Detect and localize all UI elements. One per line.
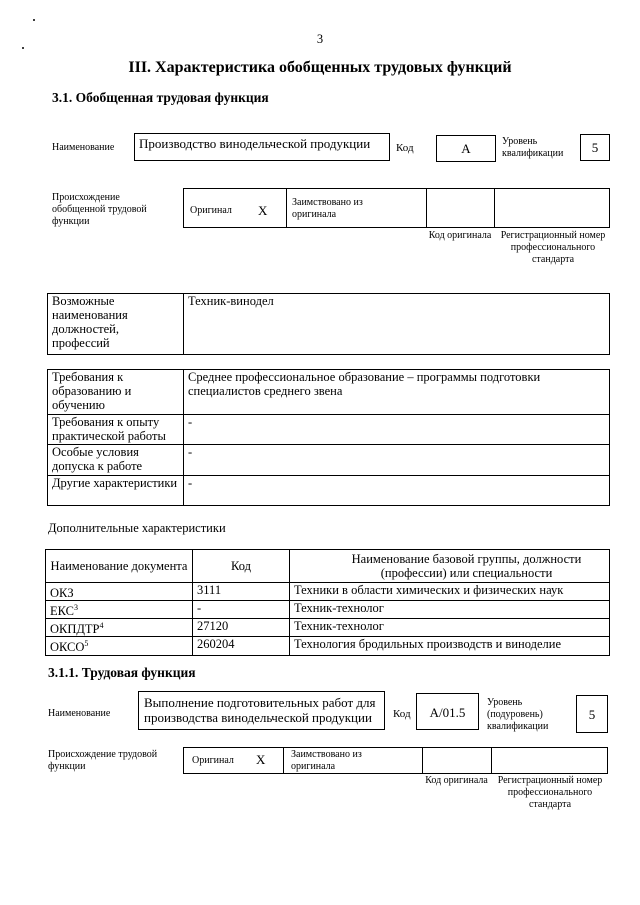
scan-speck <box>33 19 35 21</box>
code-cell: 260204 <box>193 637 290 655</box>
gtf-code-label: Код <box>396 142 414 154</box>
gtf-code-field <box>436 135 496 162</box>
doc-name: ЕКС <box>50 604 74 619</box>
tf-code-label: Код <box>393 708 411 720</box>
tf-code-value: А/01.5 <box>429 705 466 720</box>
table-row <box>46 601 610 619</box>
requirement-row <box>48 415 610 445</box>
tf-origin-label: Происхождение трудовой функции <box>48 749 158 772</box>
doc-cell <box>46 583 193 601</box>
tf-original-label: Оригинал <box>192 755 234 766</box>
tf-origin-divider <box>491 747 492 773</box>
tf-original-mark: Х <box>256 752 266 767</box>
gtf-name-value: Производство винодельческой продукции <box>139 136 371 151</box>
code-cell: - <box>193 601 290 619</box>
additional-heading: Дополнительные характеристики <box>48 521 226 535</box>
gtf-level-value: 5 <box>591 140 599 155</box>
gtf-original-mark: Х <box>258 203 268 218</box>
doc-name: ОКСО <box>50 640 85 655</box>
additional-header-row <box>46 550 610 583</box>
positions-value: Техник-винодел <box>184 294 610 355</box>
tf-origin-divider <box>607 747 608 773</box>
gtf-reg-num-caption: Регистрационный номер профессионального стандарта <box>500 230 606 265</box>
additional-table <box>45 549 610 656</box>
tf-origin-bottom-line <box>183 773 608 774</box>
section-title: III. Характеристика обобщенных трудовых функций <box>128 59 512 76</box>
group-name-cell: Технология бродильных производств и виноделие <box>290 637 610 655</box>
requirement-value: - <box>184 415 610 445</box>
gtf-heading: 3.1. Обобщенная трудовая функция <box>52 90 269 105</box>
doc-name: ОКЗ <box>50 586 74 601</box>
header-document: Наименование документа <box>46 550 193 583</box>
page-number: 3 <box>316 32 324 46</box>
doc-cell <box>46 601 193 619</box>
requirement-value: - <box>184 445 610 476</box>
gtf-original-label: Оригинал <box>190 205 232 216</box>
tf-heading: 3.1.1. Трудовая функция <box>48 665 196 680</box>
table-row <box>46 583 610 601</box>
tf-code-field <box>416 693 479 730</box>
gtf-name-label: Наименование <box>52 142 115 153</box>
gtf-origin-divider <box>609 188 610 227</box>
header-group-name: Наименование базовой группы, должности (профессии) или специальности <box>290 550 610 583</box>
gtf-level-field <box>580 134 610 161</box>
table-row <box>46 637 610 655</box>
gtf-origin-divider <box>494 188 495 227</box>
requirement-row <box>48 476 610 506</box>
requirement-value: Среднее профессиональное образование – программы подготовки специалистов среднего звена <box>184 370 610 415</box>
doc-cell <box>46 637 193 655</box>
group-name-cell: Техники в области химических и физических наук <box>290 583 610 601</box>
tf-name-field <box>138 691 385 730</box>
table-row <box>46 619 610 637</box>
code-cell: 27120 <box>193 619 290 637</box>
group-name-cell: Техник-технолог <box>290 619 610 637</box>
gtf-origin-top-line <box>183 188 610 189</box>
tf-level-value: 5 <box>588 707 596 722</box>
gtf-borrowed-label: Заимствовано из оригинала <box>292 197 363 220</box>
tf-name-label: Наименование <box>48 708 111 719</box>
doc-footnote: 3 <box>74 603 78 613</box>
gtf-origin-label: Происхождение обобщенной трудовой функции <box>52 192 147 227</box>
requirement-row <box>48 370 610 415</box>
header-code: Код <box>193 550 290 583</box>
positions-table <box>47 293 610 355</box>
gtf-name-field <box>134 133 390 161</box>
requirement-label: Другие характеристики <box>48 476 184 506</box>
tf-origin-divider <box>283 747 284 773</box>
tf-name-value: Выполнение подготовительных работ для производства винодельческой продукции <box>144 695 376 725</box>
gtf-origin-divider <box>183 188 184 227</box>
tf-reg-num-caption: Регистрационный номер профессионального стандарта <box>497 775 603 810</box>
requirements-table <box>47 369 610 506</box>
requirement-label: Требования к опыту практической работы <box>48 415 184 445</box>
tf-origin-top-line <box>183 747 608 748</box>
group-name-cell: Техник-технолог <box>290 601 610 619</box>
doc-name: ОКПДТР <box>50 622 100 637</box>
scan-speck <box>22 47 24 49</box>
tf-borrowed-label: Заимствовано из оригинала <box>291 749 362 772</box>
code-cell: 3111 <box>193 583 290 601</box>
doc-footnote: 5 <box>84 639 89 649</box>
gtf-origin-divider <box>426 188 427 227</box>
gtf-code-value: А <box>461 141 471 156</box>
requirement-label: Требования к образованию и обучению <box>48 370 184 415</box>
gtf-level-label: Уровень квалификации <box>502 136 564 159</box>
requirement-row <box>48 445 610 476</box>
requirement-label: Особые условия допуска к работе <box>48 445 184 476</box>
tf-origin-divider <box>183 747 184 773</box>
gtf-origin-bottom-line <box>183 227 610 228</box>
tf-orig-code-caption: Код оригинала <box>425 775 488 786</box>
doc-footnote: 4 <box>99 621 104 631</box>
gtf-origin-divider <box>286 188 287 227</box>
tf-level-label: Уровень (подуровень) квалификации <box>487 697 549 732</box>
positions-label: Возможные наименования должностей, профессий <box>48 294 184 355</box>
gtf-orig-code-caption: Код оригинала <box>428 230 492 241</box>
tf-level-field <box>576 695 608 733</box>
tf-origin-divider <box>422 747 423 773</box>
requirement-value: - <box>184 476 610 506</box>
doc-cell <box>46 619 193 637</box>
